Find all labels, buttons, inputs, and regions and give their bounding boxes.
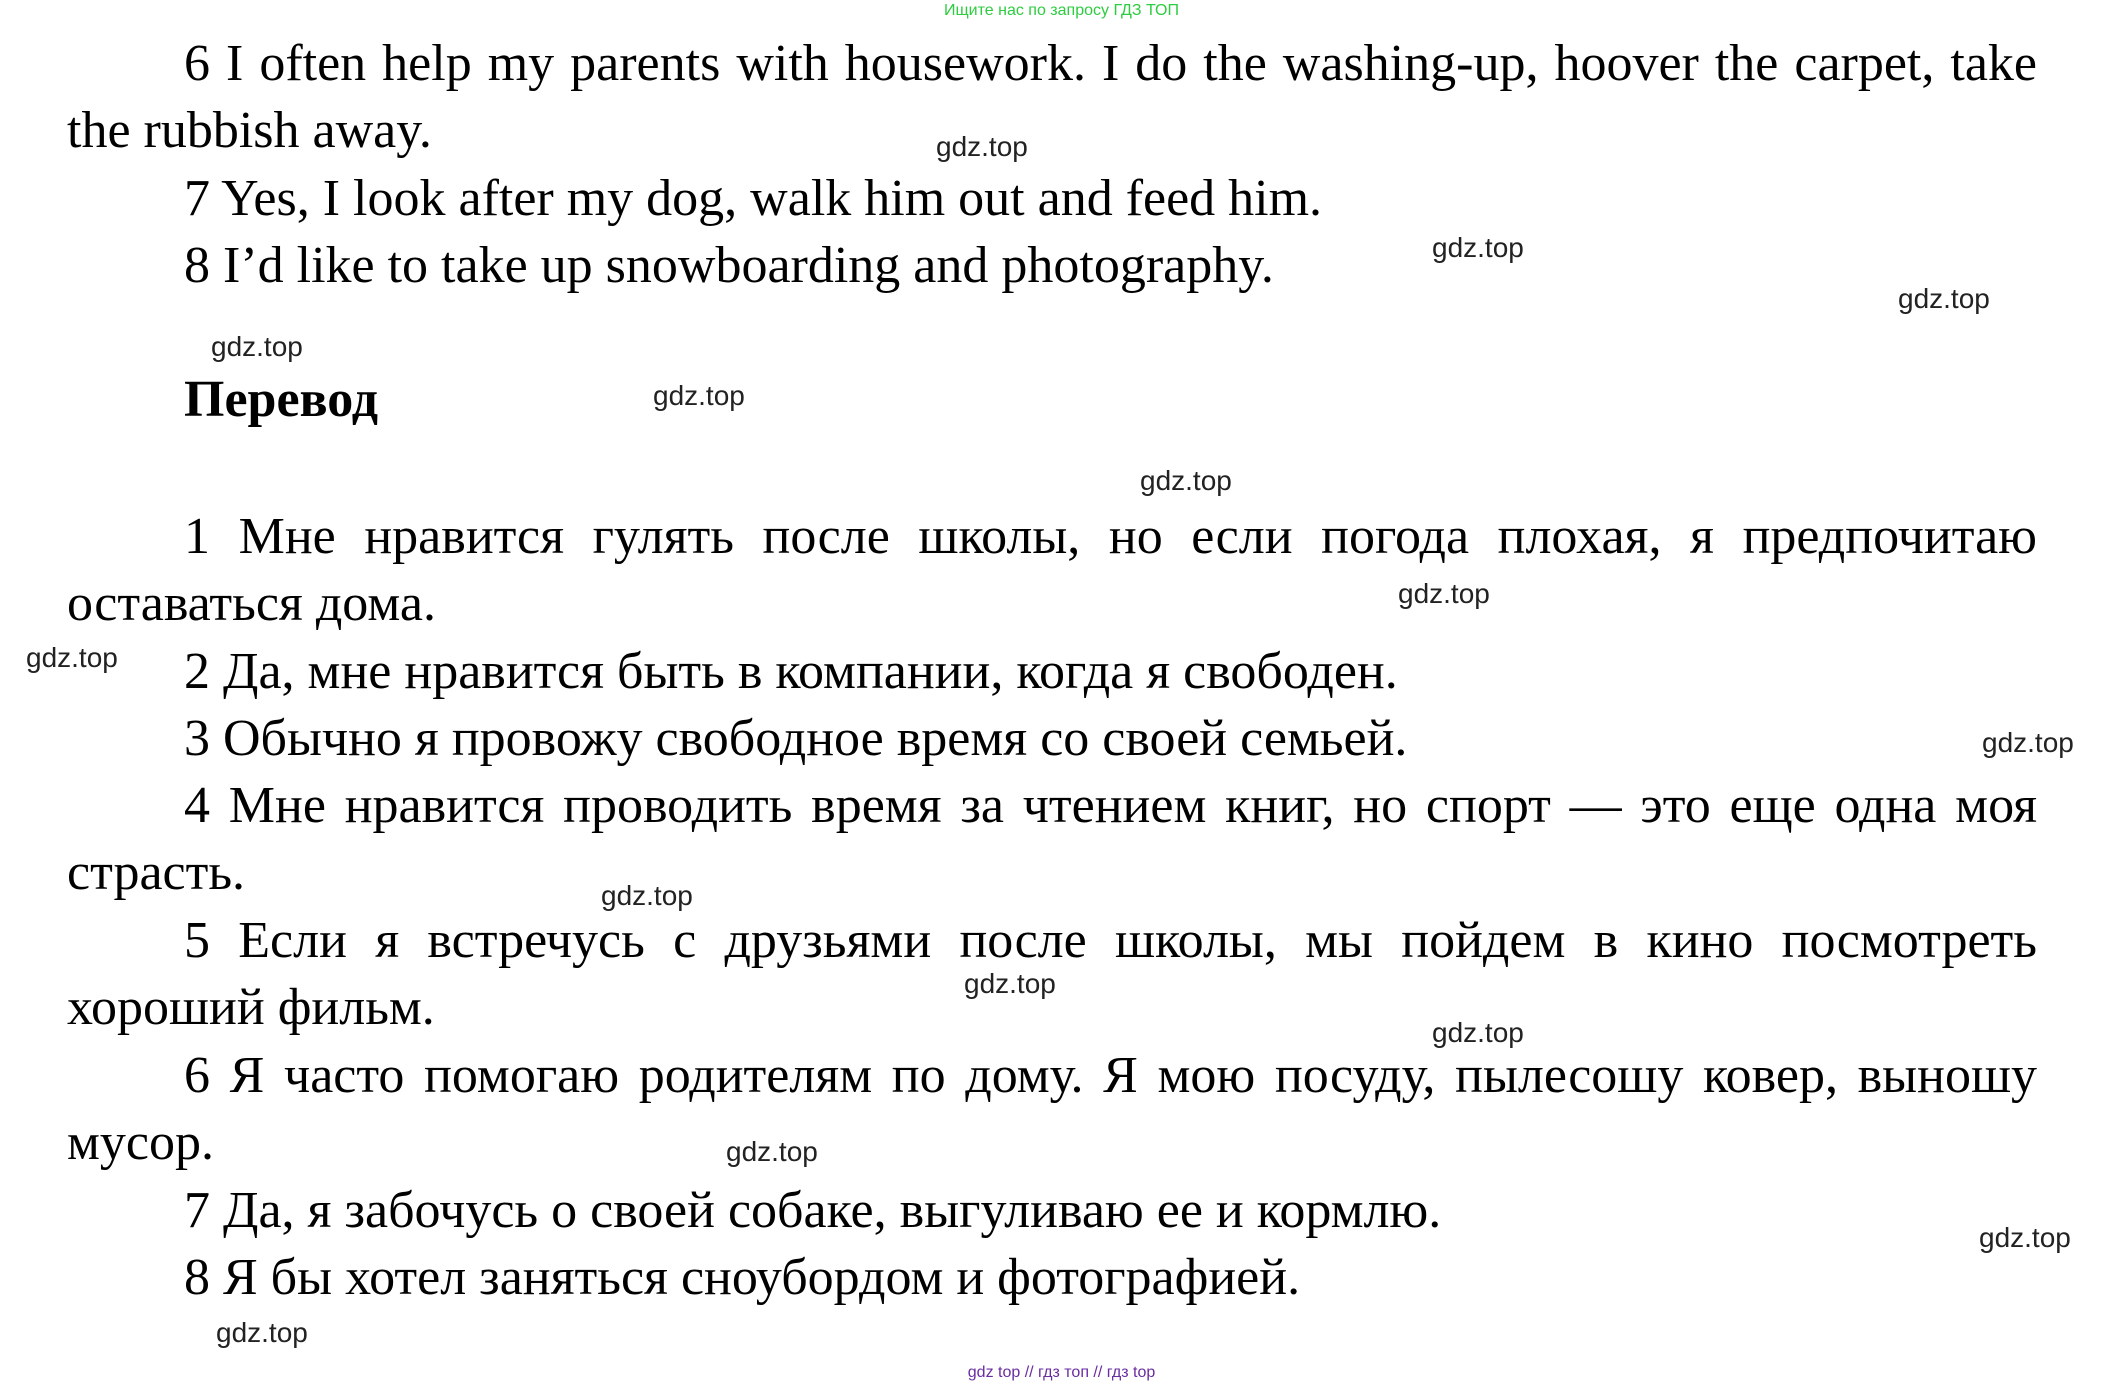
russian-answer-6: 6 Я часто помогаю родителям по дому. Я мою посуду, пылесошу ковер, выношу мусор. [67,1047,2037,1171]
watermark: gdz.top [1432,232,1524,263]
watermark: gdz.top [1979,1222,2071,1253]
watermark: gdz.top [216,1317,308,1348]
russian-answer-8: 8 Я бы хотел заняться сноубордом и фотографией. [184,1249,1301,1306]
footer-links: gdz top // гдз топ // гдз top [967,1364,1156,1381]
english-answer-6: 6 I often help my parents with housework. I do the washing-up, hoover the carpet, take the rubbish away. [67,35,2037,159]
watermark: gdz.top [1140,465,1232,496]
russian-answer-1: 1 Мне нравится гулять после школы, но если погода плохая, я предпочитаю оставаться дома. [67,508,2037,632]
watermark: gdz.top [936,131,1028,162]
russian-answer-4: 4 Мне нравится проводить время за чтением книг, но спорт — это еще одна моя страсть. [67,777,2037,901]
russian-answer-2: 2 Да, мне нравится быть в компании, когда я свободен. [184,643,1398,700]
russian-answer-5: 5 Если я встречусь с друзьями после школы, мы пойдем в кино посмотреть хороший фильм. [67,912,2037,1036]
watermark: gdz.top [726,1136,818,1167]
header-note: Ищите нас по запросу ГДЗ ТОП [944,2,1179,19]
watermark: gdz.top [1898,283,1990,314]
watermark: gdz.top [1982,727,2074,758]
watermark: gdz.top [601,880,693,911]
english-answer-8: 8 I’d like to take up snowboarding and photography. [184,237,1274,294]
watermark: gdz.top [653,380,745,411]
russian-answer-7: 7 Да, я забочусь о своей собаке, выгуливаю ее и кормлю. [184,1182,1442,1239]
watermark: gdz.top [211,331,303,362]
translation-heading: Перевод [184,371,379,428]
english-answer-7: 7 Yes, I look after my dog, walk him out and feed him. [184,170,1323,227]
watermark: gdz.top [964,968,1056,999]
watermark: gdz.top [26,642,118,673]
russian-answer-3: 3 Обычно я провожу свободное время со своей семьей. [184,710,1408,767]
watermark: gdz.top [1432,1017,1524,1048]
watermark: gdz.top [1398,578,1490,609]
